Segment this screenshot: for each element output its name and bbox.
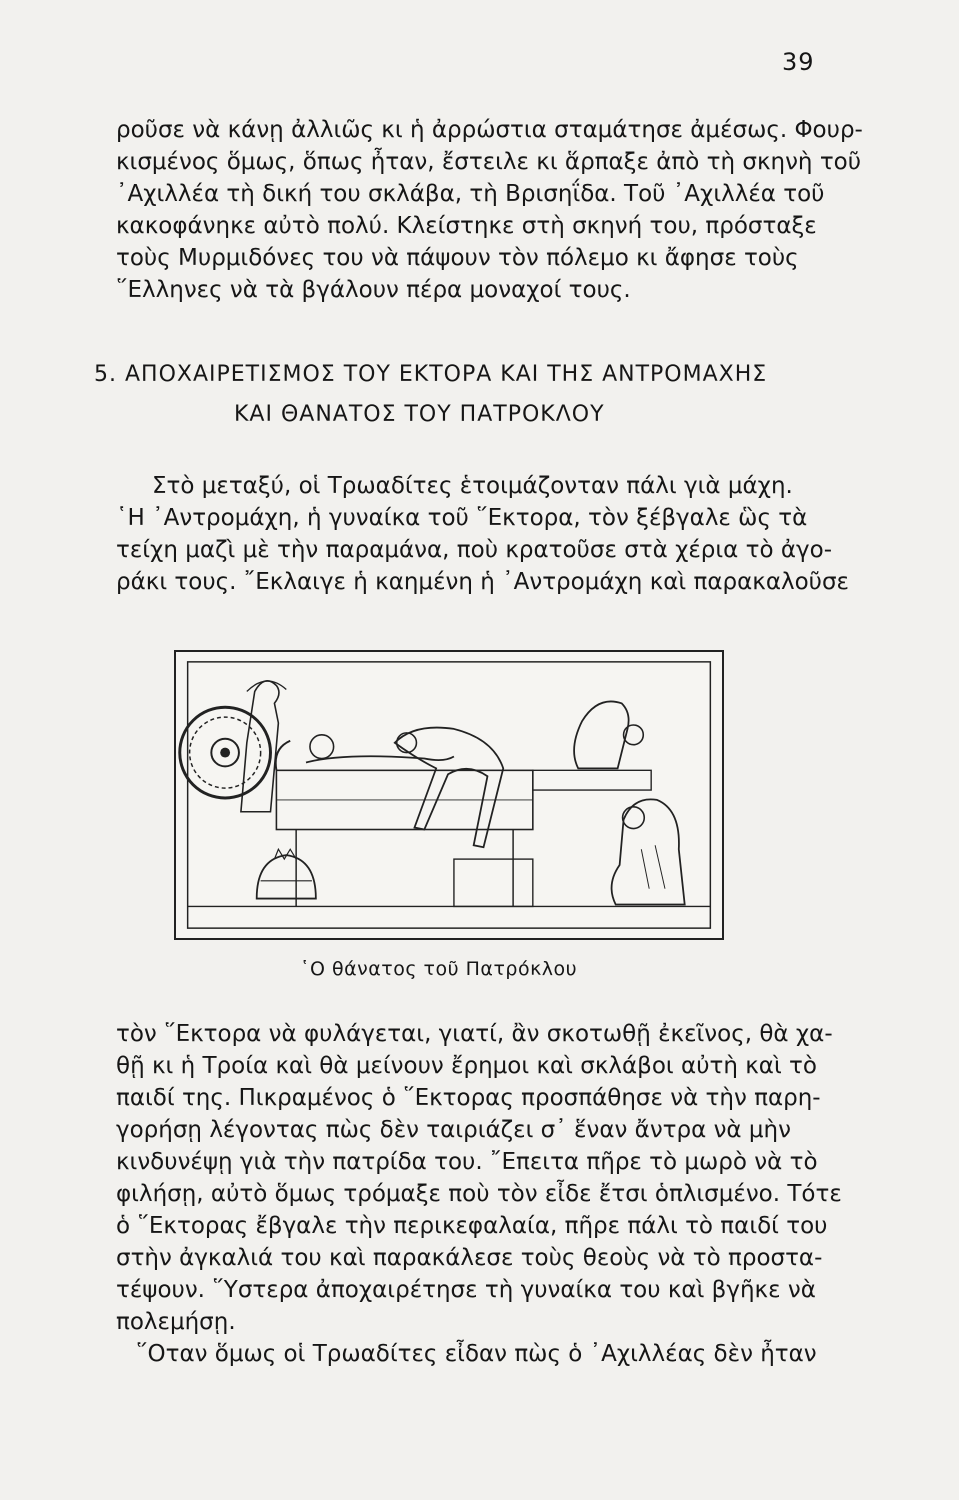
text-line: παιδί της. Πικραμένος ὁ ῞Εκτορας προσπάθησε νὰ τὴν παρη- bbox=[116, 1085, 821, 1111]
figure-caption: ῾Ο θάνατος τοῦ Πατρόκλου bbox=[300, 958, 578, 980]
page-number: 39 bbox=[782, 48, 815, 76]
paragraph-3 bbox=[116, 1018, 866, 1370]
text-line: γορήσῃ λέγοντας πὼς δὲν ταιριάζει σ᾿ ἕναν ἄντρα νὰ μὴν bbox=[116, 1117, 791, 1143]
section-heading-line-2: ΚΑΙ ΘΑΝΑΤΟΣ ΤΟΥ ΠΑΤΡΟΚΛΟΥ bbox=[234, 402, 605, 427]
text-line: κακοφάνηκε αὐτὸ πολύ. Κλείστηκε στὴ σκηνή του, πρόσταξε bbox=[116, 213, 817, 239]
text-line: τείχη μαζὶ μὲ τὴν παραμάνα, ποὺ κρατοῦσε στὰ χέρια τὸ ἀγο- bbox=[116, 537, 833, 563]
text-line: θῇ κι ἡ Τροία καὶ θὰ μείνουν ἔρημοι καὶ σκλάβοι αὐτὴ καὶ τὸ bbox=[116, 1053, 817, 1079]
text-line: Στὸ μεταξύ, οἱ Τρωαδίτες ἑτοιμάζονταν πάλι γιὰ μάχη. bbox=[152, 473, 793, 499]
text-line: ράκι τους. ῎Εκλαιγε ἡ καημένη ἡ ᾿Αντρομάχη καὶ παρακαλοῦσε bbox=[116, 569, 849, 595]
text-line: τέψουν. ῞Υστερα ἀποχαιρέτησε τὴ γυναίκα του καὶ βγῆκε νὰ bbox=[116, 1277, 816, 1303]
section-heading-line-1: 5. ΑΠΟΧΑΙΡΕΤΙΣΜΟΣ ΤΟΥ ΕΚΤΟΡΑ ΚΑΙ ΤΗΣ ΑΝΤΡΟΜΑΧΗΣ bbox=[94, 362, 768, 387]
text-line: κισμένος ὅμως, ὅπως ἦταν, ἔστειλε κι ἅρπαξε ἀπὸ τὴ σκηνὴ τοῦ bbox=[116, 149, 862, 175]
text-line: πολεμήσῃ. bbox=[116, 1309, 236, 1335]
text-line: ροῦσε νὰ κάνῃ ἀλλιῶς κι ἡ ἀρρώστια σταμάτησε ἀμέσως. Φουρ- bbox=[116, 117, 863, 143]
illustration-drawing bbox=[176, 652, 722, 938]
section-heading bbox=[94, 355, 874, 435]
paragraph-2 bbox=[116, 470, 866, 598]
text-line: ᾿Αχιλλέα τὴ δική του σκλάβα, τὴ Βρισηΐδα. Τοῦ ᾿Αχιλλέα τοῦ bbox=[116, 181, 825, 207]
text-line: κινδυνέψῃ γιὰ τὴν πατρίδα του. ῎Επειτα πῆρε τὸ μωρὸ νὰ τὸ bbox=[116, 1149, 818, 1175]
paragraph-1 bbox=[116, 114, 866, 306]
text-line: τοὺς Μυρμιδόνες του νὰ πάψουν τὸν πόλεμο κι ἄφησε τοὺς bbox=[116, 245, 799, 271]
text-line: ῞Ελληνες νὰ τὰ βγάλουν πέρα μοναχοί τους. bbox=[116, 277, 631, 303]
text-line: ὁ ῞Εκτορας ἔβγαλε τὴν περικεφαλαία, πῆρε πάλι τὸ παιδί του bbox=[116, 1213, 828, 1239]
text-line: τὸν ῞Εκτορα νὰ φυλάγεται, γιατί, ἂν σκοτωθῇ ἐκεῖνος, θὰ χα- bbox=[116, 1021, 833, 1047]
text-line: στὴν ἀγκαλιά του καὶ παρακάλεσε τοὺς θεοὺς νὰ τὸ προστα- bbox=[116, 1245, 823, 1271]
shield-icon bbox=[180, 707, 271, 798]
illustration-death-of-patroclus bbox=[174, 650, 724, 940]
text-line: ῾Η ᾿Αντρομάχη, ἡ γυναίκα τοῦ ῞Εκτορα, τὸν ξέβγαλε ὣς τὰ bbox=[116, 505, 808, 531]
helmet-icon bbox=[257, 849, 316, 898]
text-line: ῞Οταν ὅμως οἱ Τρωαδίτες εἶδαν πὼς ὁ ᾿Αχιλλέας δὲν ἦταν bbox=[136, 1341, 817, 1367]
text-line: φιλήσῃ, αὐτὸ ὅμως τρόμαξε ποὺ τὸν εἶδε ἔτσι ὁπλισμένο. Τότε bbox=[116, 1181, 842, 1207]
